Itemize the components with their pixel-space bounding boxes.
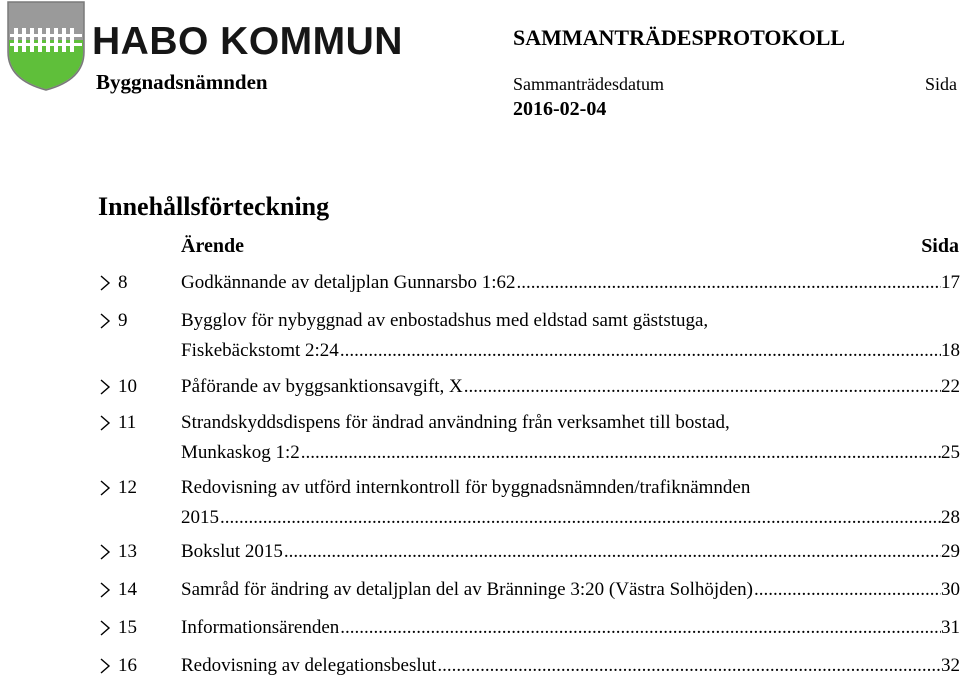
toc-entry-number: 16 xyxy=(118,655,137,676)
dot-leader xyxy=(436,655,941,677)
chevron-right-icon xyxy=(98,618,112,638)
chevron-right-icon xyxy=(98,656,112,676)
dot-leader xyxy=(339,340,941,362)
toc-entry-title: Samråd för ändring av detaljplan del av Bränninge 3:20 (Västra Solhöjden) xyxy=(181,579,753,600)
committee-name: Byggnadsnämnden xyxy=(96,70,268,94)
toc-entry-page: 18 xyxy=(941,340,960,361)
toc-entry-page: 30 xyxy=(941,579,960,600)
toc-entry-page: 25 xyxy=(941,442,960,463)
dot-leader xyxy=(516,272,941,294)
toc-entry-page: 29 xyxy=(941,541,960,562)
page-label: Sida xyxy=(924,74,957,94)
toc-entry-title: Munkaskog 1:2 xyxy=(181,442,300,463)
dot-leader xyxy=(300,442,941,464)
org-name: HABO KOMMUN xyxy=(92,20,403,63)
toc-entry-title: Bygglov för nybyggnad av enbostadshus med eldstad samt gäststuga, xyxy=(181,310,709,331)
toc-entry-title: Fiskebäckstomt 2:24 xyxy=(181,340,339,361)
toc-entry-title: 2015 xyxy=(181,507,219,528)
chevron-right-icon xyxy=(98,413,112,433)
toc-entry-title: Redovisning av utförd internkontroll för byggnadsnämnden/trafiknämnden xyxy=(181,477,751,498)
toc-entry-page: 28 xyxy=(941,507,960,528)
chevron-right-icon xyxy=(98,542,112,562)
toc-entry-number: 12 xyxy=(118,477,137,498)
toc-entry-title: Påförande av byggsanktionsavgift, X xyxy=(181,376,463,397)
toc-entry-number: 10 xyxy=(118,376,137,397)
dot-leader xyxy=(283,541,941,563)
dot-leader xyxy=(463,376,941,398)
toc-entry-title: Strandskyddsdispens för ändrad användning från verksamhet till bostad, xyxy=(181,412,730,433)
toc-entry-title: Bokslut 2015 xyxy=(181,541,283,562)
toc-entry-number: 11 xyxy=(118,412,137,433)
toc-entry-page: 17 xyxy=(941,272,960,293)
toc-entry-page: 32 xyxy=(941,655,960,676)
dot-leader xyxy=(339,617,941,639)
dot-leader xyxy=(219,507,941,529)
toc-column-sida: Sida xyxy=(921,235,959,257)
toc-entry-number: 15 xyxy=(118,617,137,638)
toc-entry-title: Informationsärenden xyxy=(181,617,340,638)
chevron-right-icon xyxy=(98,478,112,498)
toc-entry-number: 13 xyxy=(118,541,137,562)
chevron-right-icon xyxy=(98,377,112,397)
toc-entry-title: Godkännande av detaljplan Gunnarsbo 1:62 xyxy=(181,272,516,293)
chevron-right-icon xyxy=(98,273,112,293)
toc-column-arende: Ärende xyxy=(181,235,244,257)
toc-entry-page: 31 xyxy=(941,617,960,638)
toc-entry-number: 14 xyxy=(118,579,137,600)
dot-leader xyxy=(753,579,941,601)
toc-entry-number: 8 xyxy=(118,272,128,293)
toc-entry-page: 22 xyxy=(941,376,960,397)
chevron-right-icon xyxy=(98,580,112,600)
meeting-date-value: 2016-02-04 xyxy=(513,98,607,120)
meeting-date-label: Sammanträdesdatum xyxy=(513,74,664,94)
habo-kommun-logo xyxy=(6,0,86,92)
chevron-right-icon xyxy=(98,311,112,331)
toc-title: Innehållsförteckning xyxy=(98,192,330,221)
document-title: SAMMANTRÄDESPROTOKOLL xyxy=(513,25,846,50)
toc-entry-number: 9 xyxy=(118,310,128,331)
toc-entry-title: Redovisning av delegationsbeslut xyxy=(181,655,437,676)
